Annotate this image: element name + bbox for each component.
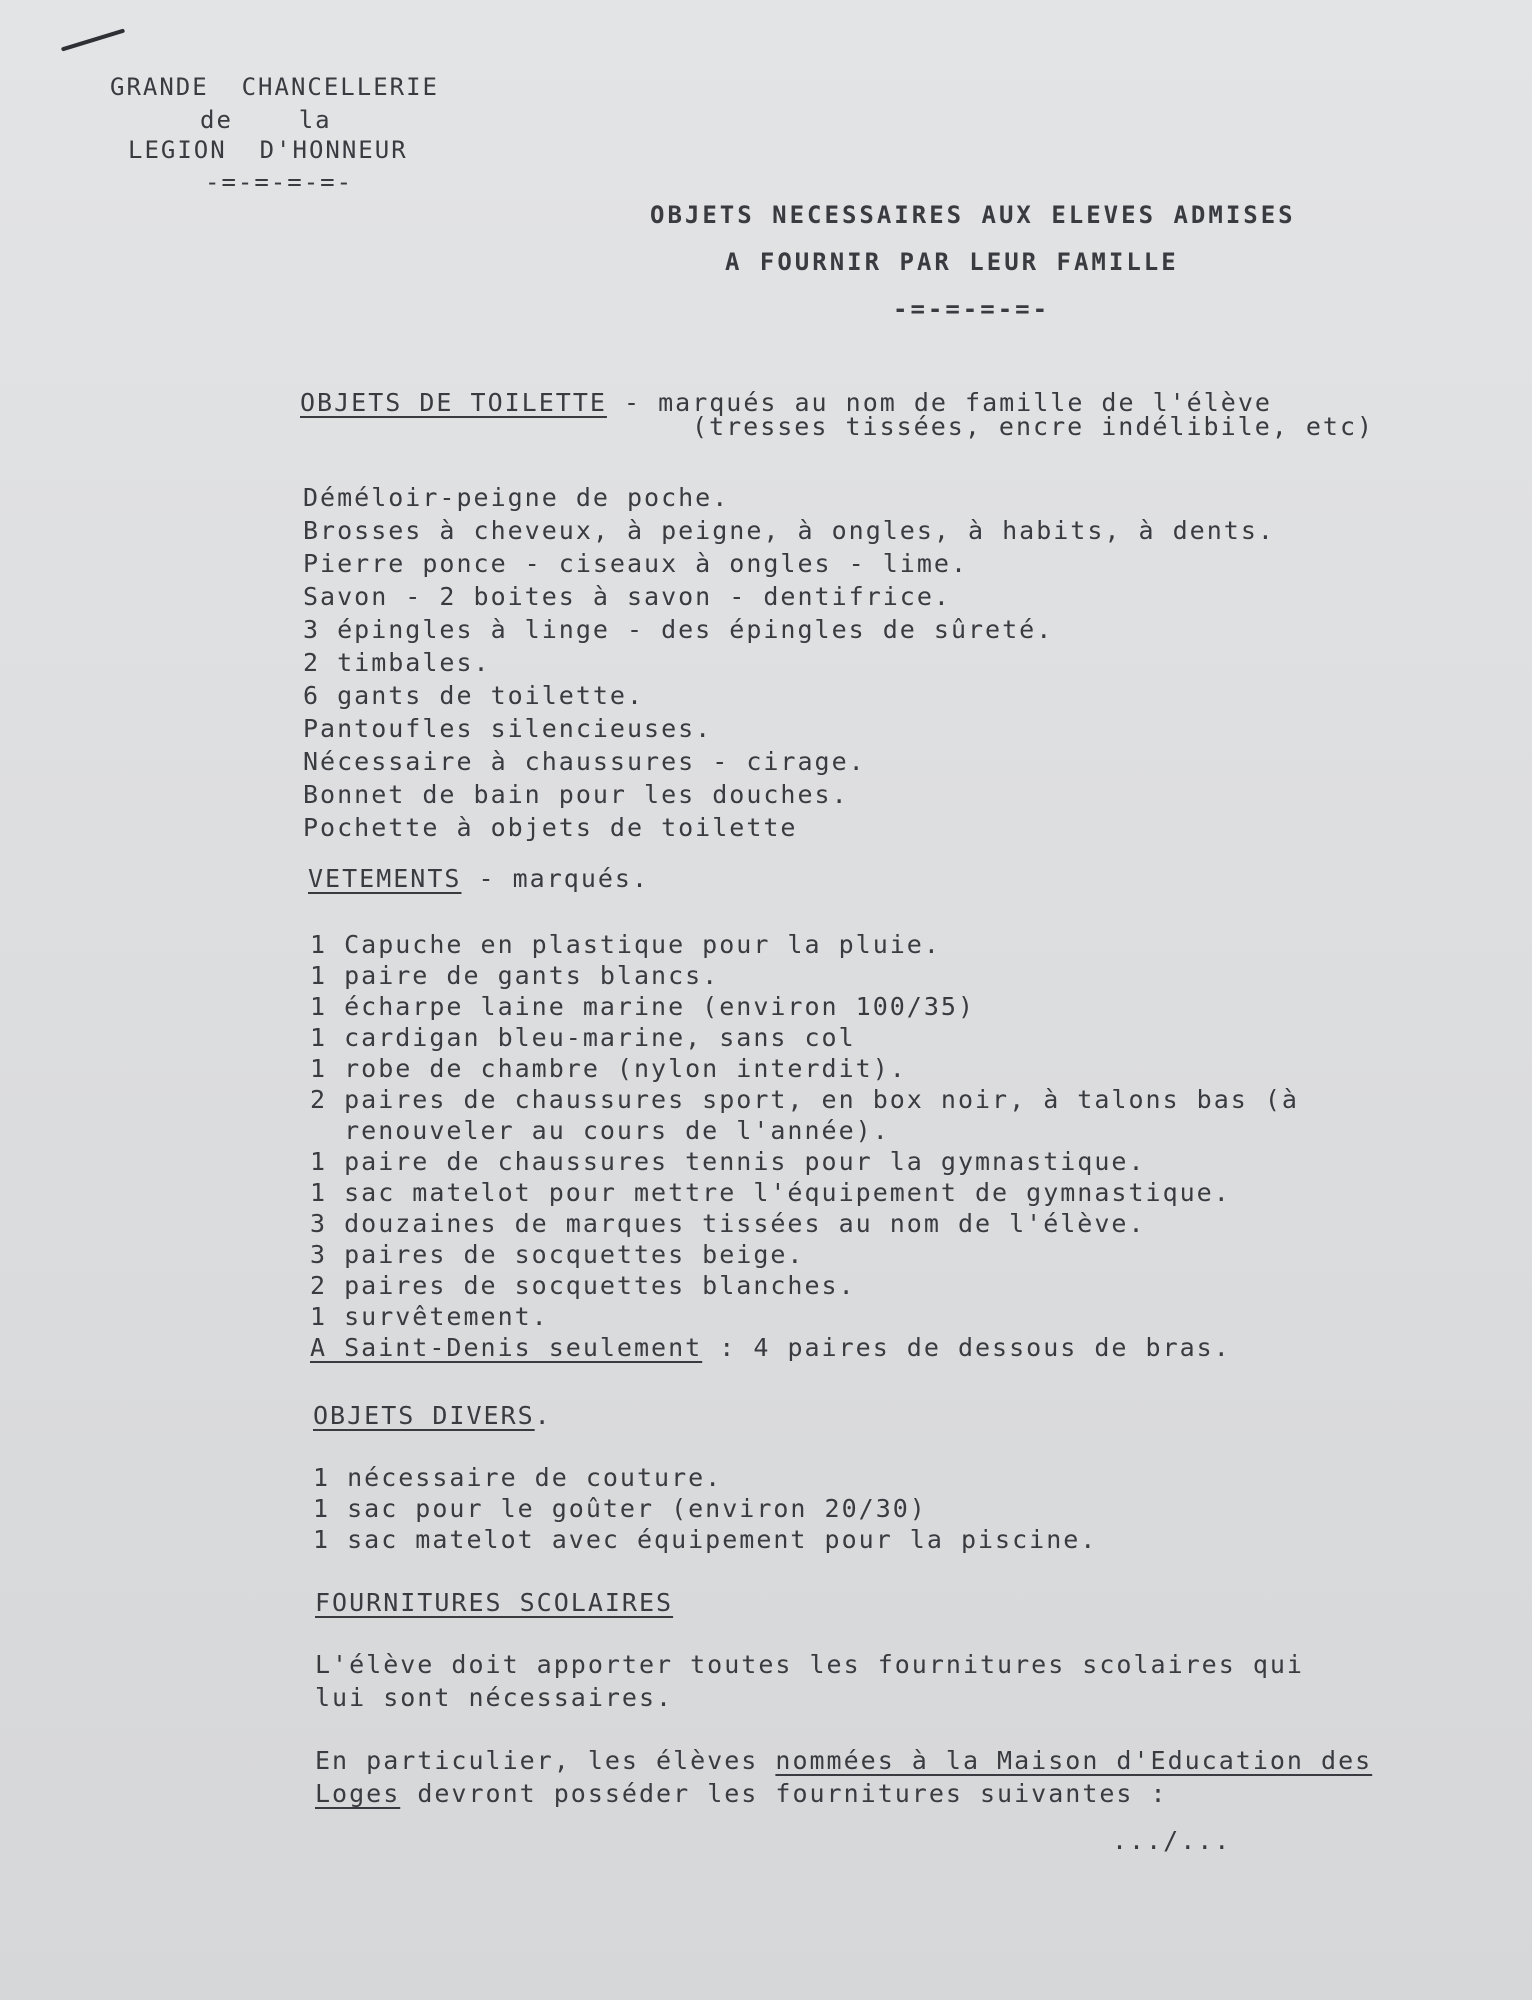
fournitures-paragraph-1-line-1: L'élève doit apporter toutes les fournitures scolaires qui xyxy=(315,1650,1304,1679)
toilette-note-1: - marqués au nom de famille de l'élève xyxy=(606,388,1272,417)
list-item: 1 robe de chambre (nylon interdit). xyxy=(310,1054,907,1083)
list-item: Bonnet de bain pour les douches. xyxy=(303,780,849,809)
list-item: 1 survêtement. xyxy=(310,1302,549,1331)
list-item: 1 nécessaire de couture. xyxy=(313,1463,723,1492)
list-item: 3 paires de socquettes beige. xyxy=(310,1240,805,1269)
section-heading-fournitures: FOURNITURES SCOLAIRES xyxy=(315,1588,674,1617)
divers-heading-suffix: . xyxy=(534,1401,552,1430)
para2-underlined-1: nommées à la Maison d'Education des xyxy=(775,1746,1373,1775)
pen-mark xyxy=(61,28,125,51)
para2-end: devront posséder les fournitures suivantes : xyxy=(400,1779,1168,1808)
section-heading-vetements: VETEMENTS xyxy=(308,864,462,893)
header-line-1: GRANDE CHANCELLERIE xyxy=(110,73,439,101)
para2-underlined-2: Loges xyxy=(315,1779,401,1808)
list-item: 2 paires de chaussures sport, en box noir, à talons bas (à xyxy=(310,1085,1299,1114)
vetements-note: - marqués. xyxy=(461,864,650,893)
header-line-2: de la xyxy=(200,106,332,134)
header-line-3: LEGION D'HONNEUR xyxy=(128,136,408,164)
list-item: 1 Capuche en plastique pour la pluie. xyxy=(310,930,941,959)
list-item: 1 sac matelot pour mettre l'équipement de gymnastique. xyxy=(310,1178,1231,1207)
section-divers xyxy=(313,1403,552,1428)
saint-denis-label: A Saint-Denis seulement xyxy=(310,1333,703,1362)
list-item: Déméloir-peigne de poche. xyxy=(303,483,730,512)
list-item: 1 paire de chaussures tennis pour la gymnastique. xyxy=(310,1147,1146,1176)
list-item: Savon - 2 boites à savon - dentifrice. xyxy=(303,582,951,611)
fournitures-paragraph-2-line-1 xyxy=(315,1748,1372,1773)
list-item: renouveler au cours de l'année). xyxy=(310,1116,890,1145)
list-item: 1 sac pour le goûter (environ 20/30) xyxy=(313,1494,927,1523)
list-item: 1 sac matelot avec équipement pour la piscine. xyxy=(313,1525,1098,1554)
list-item: Nécessaire à chaussures - cirage. xyxy=(303,747,866,776)
list-item: 6 gants de toilette. xyxy=(303,681,645,710)
saint-denis-line xyxy=(310,1335,1231,1360)
list-item: 1 cardigan bleu-marine, sans col xyxy=(310,1023,856,1052)
list-item: Pochette à objets de toilette xyxy=(303,813,798,842)
list-item: 2 paires de socquettes blanches. xyxy=(310,1271,856,1300)
section-heading-toilette: OBJETS DE TOILETTE xyxy=(300,388,607,417)
list-item: 3 épingles à linge - des épingles de sûreté. xyxy=(303,615,1054,644)
document-title-line-1: OBJETS NECESSAIRES AUX ELEVES ADMISES xyxy=(650,201,1296,229)
saint-denis-text: : 4 paires de dessous de bras. xyxy=(702,1333,1231,1362)
list-item: 1 écharpe laine marine (environ 100/35) xyxy=(310,992,975,1021)
list-item: 3 douzaines de marques tissées au nom de l'élève. xyxy=(310,1209,1146,1238)
section-vetements xyxy=(308,866,649,891)
fournitures-paragraph-2-line-2 xyxy=(315,1781,1168,1806)
para2-start: En particulier, les élèves xyxy=(315,1746,776,1775)
section-heading-divers: OBJETS DIVERS xyxy=(313,1401,535,1430)
list-item: 1 paire de gants blancs. xyxy=(310,961,720,990)
header-divider: -=-=-=-=- xyxy=(205,168,354,196)
title-divider: -=-=-=-=- xyxy=(893,295,1051,323)
list-item: Brosses à cheveux, à peigne, à ongles, à habits, à dents. xyxy=(303,516,1275,545)
page-continuation-marker: .../... xyxy=(1112,1826,1232,1855)
fournitures-paragraph-1-line-2: lui sont nécessaires. xyxy=(315,1683,674,1712)
toilette-note-2: (tresses tissées, encre indélibile, etc) xyxy=(692,412,1375,441)
list-item: Pantoufles silencieuses. xyxy=(303,714,713,743)
list-item: 2 timbales. xyxy=(303,648,491,677)
document-title-line-2: A FOURNIR PAR LEUR FAMILLE xyxy=(725,248,1179,276)
list-item: Pierre ponce - ciseaux à ongles - lime. xyxy=(303,549,968,578)
